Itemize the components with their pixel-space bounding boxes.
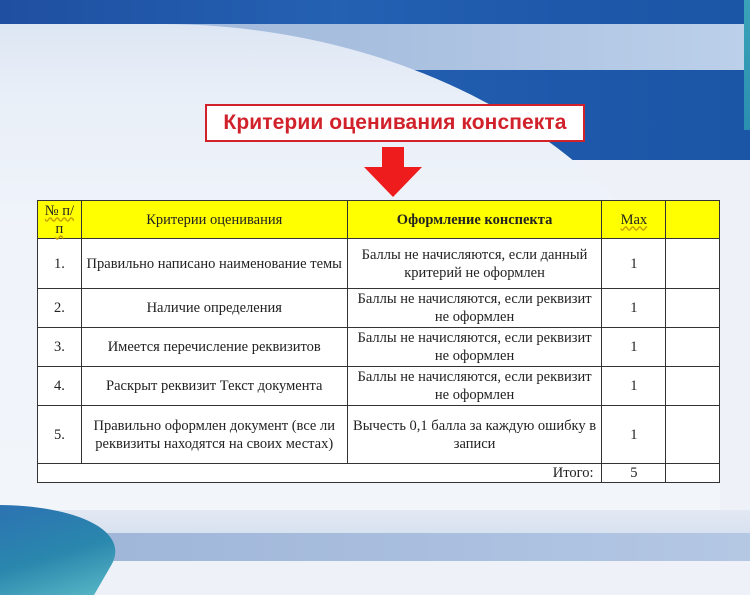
row-criteria: Правильно написано наименование темы bbox=[81, 239, 347, 289]
row-criteria: Наличие определения bbox=[81, 289, 347, 328]
row-blank bbox=[666, 406, 720, 464]
header-formatting: Оформление конспекта bbox=[347, 201, 602, 239]
row-blank bbox=[666, 367, 720, 406]
row-criteria: Имеется перечисление реквизитов bbox=[81, 328, 347, 367]
table-row bbox=[38, 406, 720, 464]
row-num: 1. bbox=[38, 239, 82, 289]
row-num: 4. bbox=[38, 367, 82, 406]
row-blank bbox=[666, 328, 720, 367]
table-row bbox=[38, 239, 720, 289]
table-total-row bbox=[38, 464, 720, 483]
slide-title: Критерии оценивания конспекта bbox=[223, 111, 567, 134]
row-num: 5. bbox=[38, 406, 82, 464]
row-criteria: Раскрыт реквизит Текст документа bbox=[81, 367, 347, 406]
row-formatting: Баллы не начисляются, если реквизит не оформлен bbox=[347, 289, 602, 328]
background-bottom-light bbox=[0, 510, 750, 534]
header-blank bbox=[666, 201, 720, 239]
total-blank bbox=[666, 464, 720, 483]
row-blank bbox=[666, 239, 720, 289]
table-row bbox=[38, 289, 720, 328]
table-row bbox=[38, 367, 720, 406]
row-criteria: Правильно оформлен документ (все ли реквизиты находятся на своих местах) bbox=[81, 406, 347, 464]
row-formatting: Баллы не начисляются, если реквизит не оформлен bbox=[347, 367, 602, 406]
table-row bbox=[38, 328, 720, 367]
arrow-down-icon bbox=[364, 147, 422, 197]
row-max: 1 bbox=[602, 367, 666, 406]
slide-title-box bbox=[205, 104, 585, 142]
row-max: 1 bbox=[602, 406, 666, 464]
total-label: Итого: bbox=[38, 464, 602, 483]
header-criteria: Критерии оценивания bbox=[81, 201, 347, 239]
table-header-row bbox=[38, 201, 720, 239]
row-formatting: Вычесть 0,1 балла за каждую ошибку в записи bbox=[347, 406, 602, 464]
header-max: Max bbox=[602, 201, 666, 239]
criteria-table bbox=[37, 200, 720, 483]
total-value: 5 bbox=[602, 464, 666, 483]
row-num: 2. bbox=[38, 289, 82, 328]
row-max: 1 bbox=[602, 239, 666, 289]
row-formatting: Баллы не начисляются, если реквизит не оформлен bbox=[347, 328, 602, 367]
background-teal-edge bbox=[744, 0, 750, 130]
row-max: 1 bbox=[602, 289, 666, 328]
header-num: № п/п bbox=[38, 201, 82, 239]
row-formatting: Баллы не начисляются, если данный критерий не оформлен bbox=[347, 239, 602, 289]
row-num: 3. bbox=[38, 328, 82, 367]
row-max: 1 bbox=[602, 328, 666, 367]
row-blank bbox=[666, 289, 720, 328]
